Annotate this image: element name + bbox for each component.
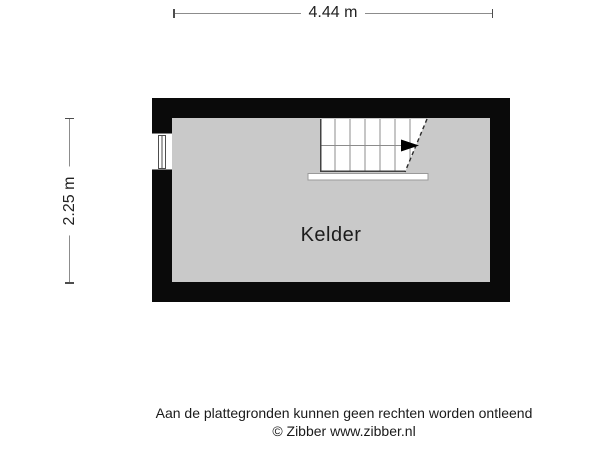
staircase — [308, 119, 428, 180]
window — [152, 133, 172, 170]
width-dimension-label: 4.44 m — [301, 4, 366, 21]
room-label: Kelder — [300, 224, 362, 246]
copyright-text: © Zibber www.zibber.nl — [272, 423, 416, 439]
stair-landing — [308, 174, 428, 181]
height-dimension-label: 2.25 m — [61, 166, 79, 235]
disclaimer-text: Aan de plattegronden kunnen geen rechten worden ontleend — [155, 405, 533, 421]
footer — [94, 404, 594, 440]
